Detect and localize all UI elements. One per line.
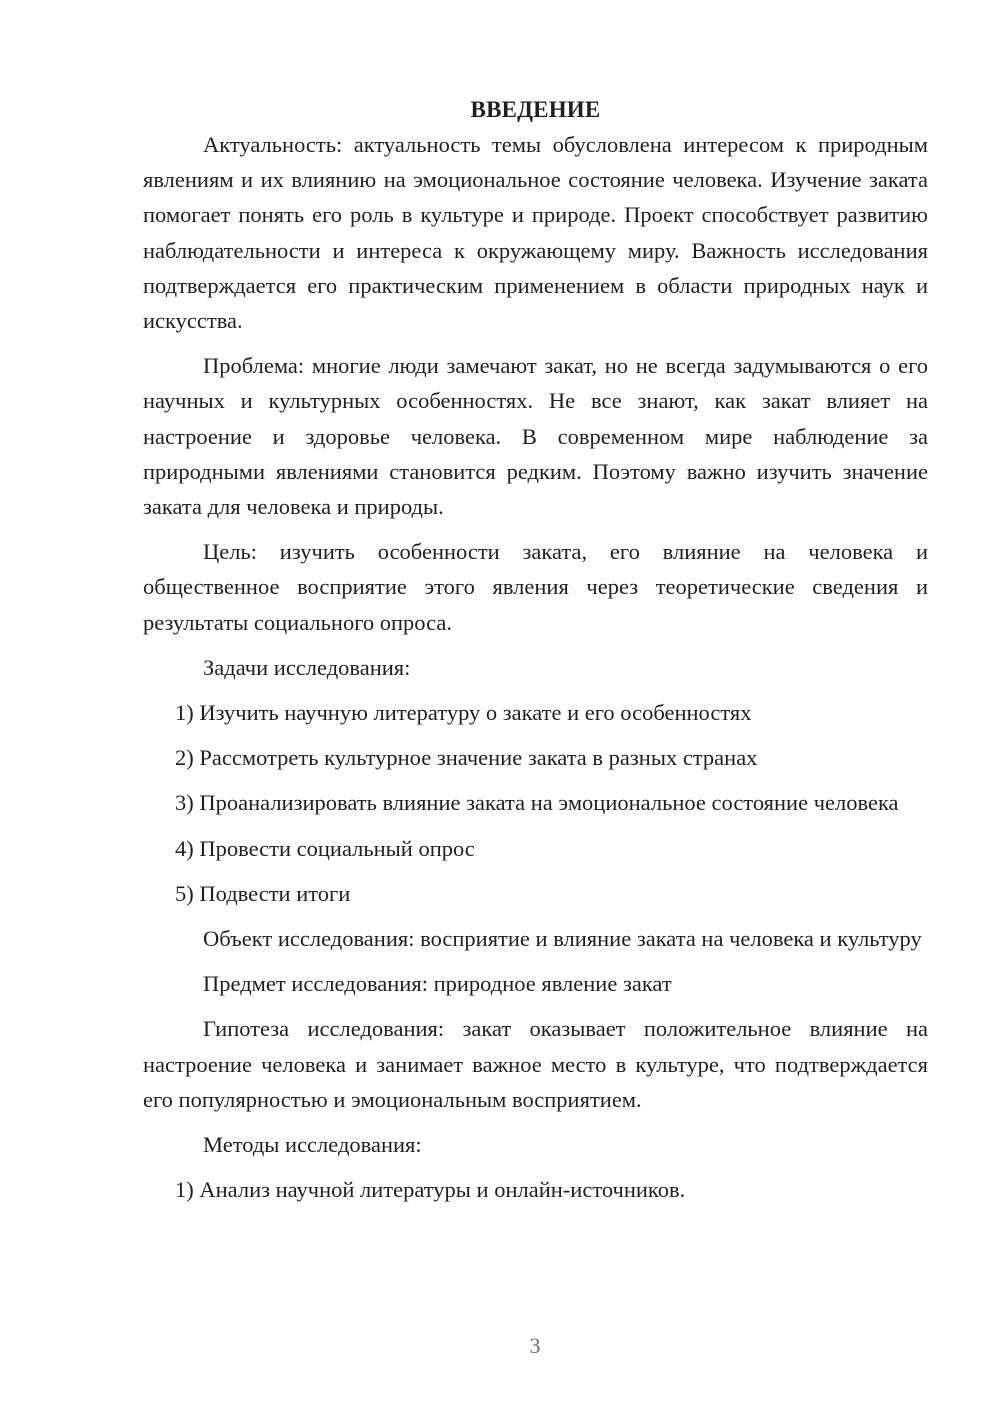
paragraph-problem: Проблема: многие люди замечают закат, но не всегда задумываются о его научных и культурных особенностях. Не все знают, как закат влияет на настроение и здоровье человека. В современном мире наблюдение за природными явлениями становится редким. Поэтому важно изучить значение заката для человека и природы. [143,353,928,520]
methods-heading: Методы исследования: [203,1132,422,1158]
paragraph-hypothesis: Гипотеза исследования: закат оказывает положительное влияние на настроение человека и занимает важное место в культуре, что подтверждается его популярностью и эмоциональным восприятием. [143,1016,928,1112]
paragraph-relevance: Актуальность: актуальность темы обусловлена интересом к природным явлениям и их влиянию на эмоциональное состояние человека. Изучение заката помогает понять его роль в культуре и природе. Проект способствует развитию наблюдательности и интереса к окружающему миру. Важность исследования подтверждается его практическим применением в области природных наук и искусства. [143,132,928,334]
task-item-1: 1) Изучить научную литературу о закате и его особенностях [175,700,752,726]
paragraph-subject: Предмет исследования: природное явление закат [203,971,672,997]
task-item-4: 4) Провести социальный опрос [175,835,475,861]
paragraph-object: Объект исследования: восприятие и влияние заката на человека и культуру [203,926,922,952]
paragraph-goal: Цель: изучить особенности заката, его влияние на человека и общественное восприятие этого явления через теоретические сведения и результаты социального опроса. [143,539,928,635]
document-page [143,92,928,1207]
tasks-heading: Задачи исследования: [203,654,411,680]
page-number: 3 [529,1333,541,1358]
page-title: ВВЕДЕНИЕ [470,97,601,122]
method-item-1: 1) Анализ научной литературы и онлайн-источников. [175,1177,686,1203]
task-item-3: 3) Проанализировать влияние заката на эмоциональное состояние человека [175,790,899,816]
task-item-5: 5) Подвести итоги [175,880,351,906]
task-item-2: 2) Рассмотреть культурное значение заката в разных странах [175,745,758,771]
